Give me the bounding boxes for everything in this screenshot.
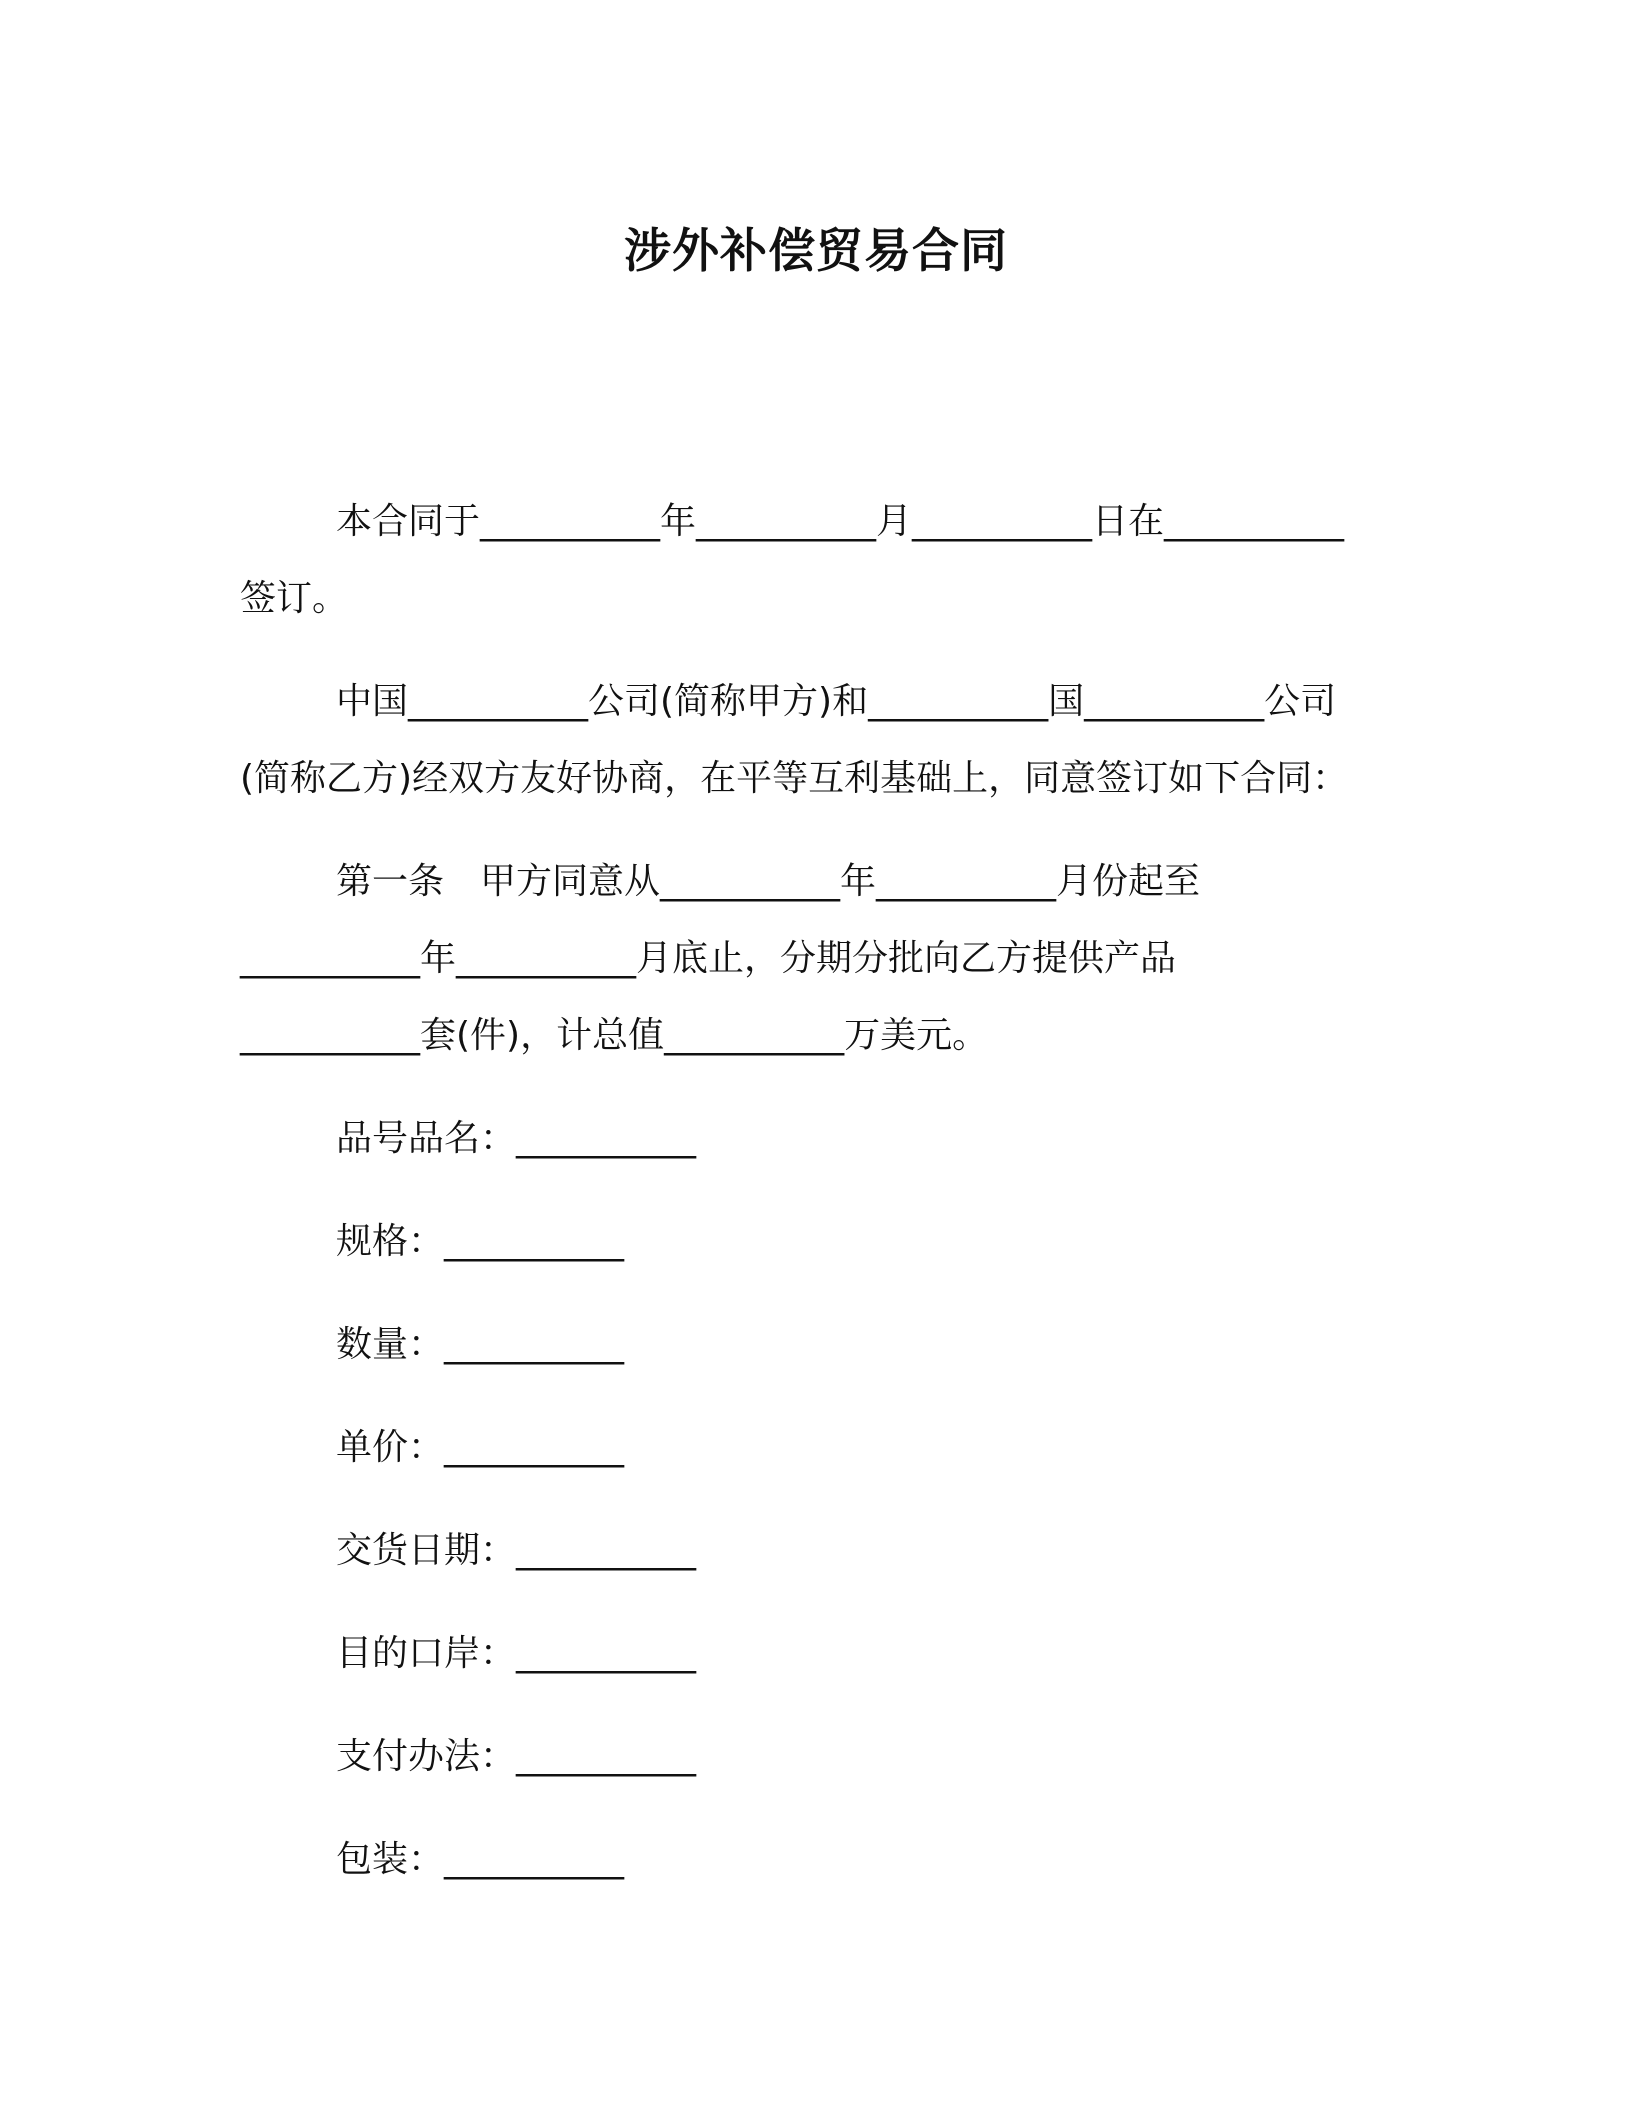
item-delivery-date: 交货日期：__________ [336,1530,697,1571]
item-unit-price: 单价：__________ [336,1427,625,1468]
article-1-line-2: __________年__________月底止，分期分批向乙方提供产品 [240,938,1177,979]
item-destination-port: 目的口岸：__________ [336,1633,697,1674]
paragraph-parties-line-1: 中国__________公司(简称甲方)和__________国__________公司 [336,681,1337,722]
article-1-line-1: 第一条 甲方同意从__________年__________月份起至 [336,861,1201,902]
item-payment-method: 支付办法：__________ [336,1736,697,1777]
item-product-name: 品号品名：__________ [336,1118,697,1159]
item-packaging: 包装：__________ [336,1839,625,1880]
item-quantity: 数量：__________ [336,1324,625,1365]
paragraph-signing-date-line-2: 签订。 [240,578,349,619]
document-title: 涉外补偿贸易合同 [624,224,1008,279]
paragraph-parties-line-2: (简称乙方)经双方友好协商，在平等互利基础上，同意签订如下合同： [240,758,1349,799]
paragraph-signing-date-line-1: 本合同于__________年__________月__________日在__________ [336,501,1345,542]
item-specification: 规格：__________ [336,1221,625,1262]
article-1-line-3: __________套(件)，计总值__________万美元。 [240,1015,989,1056]
